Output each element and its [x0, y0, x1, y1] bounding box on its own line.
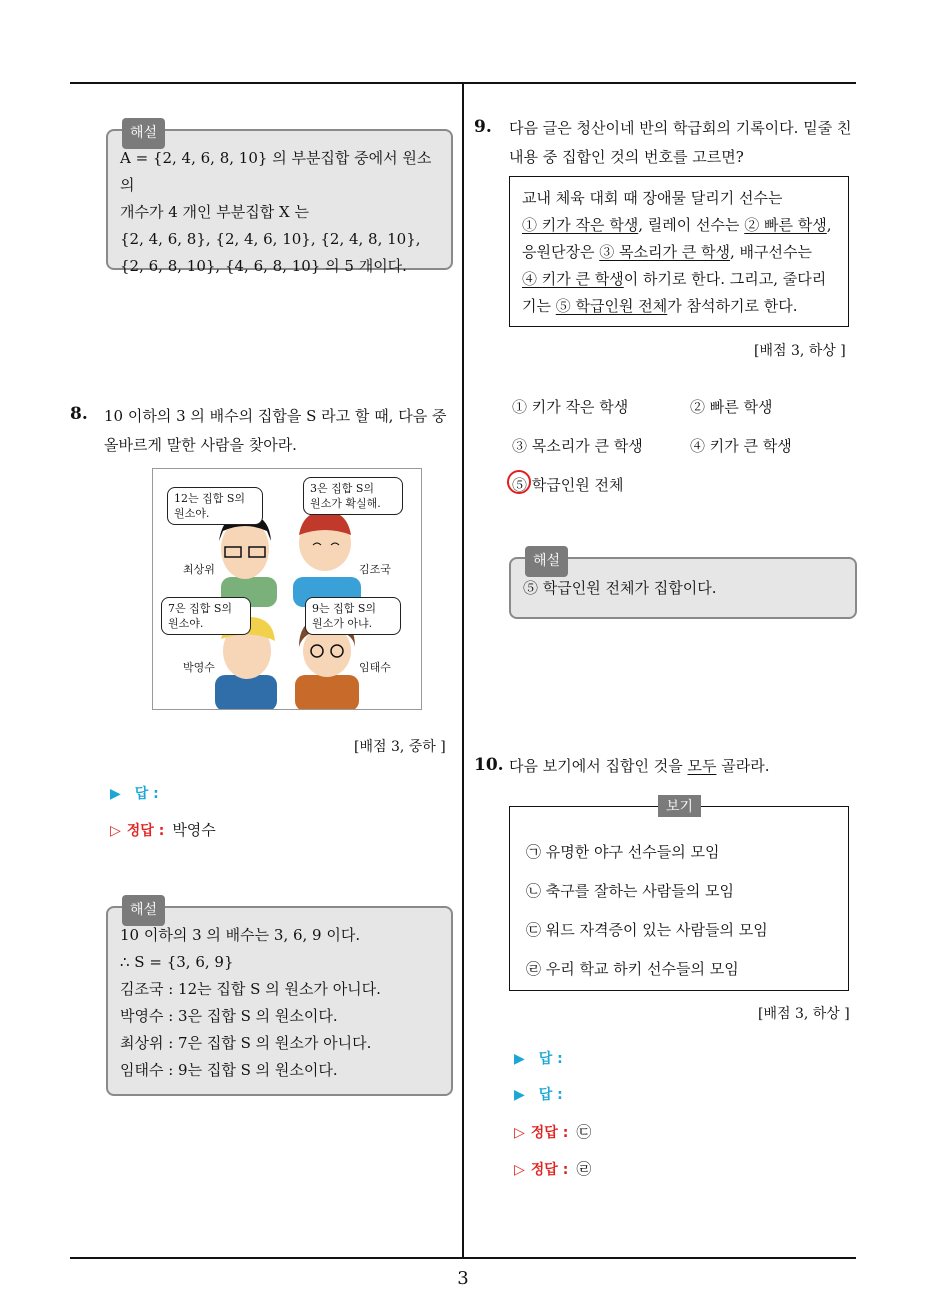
- underlined-word: 모두: [687, 757, 717, 775]
- correct-label: 정답 :: [530, 1125, 569, 1141]
- record-text: , 릴레이 선수는: [638, 216, 745, 234]
- answer-row-q8: [110, 783, 159, 803]
- bubble-line: 7은 집합 S의: [168, 602, 233, 615]
- question-line: 내용 중 집합인 것의 번호를 고르면?: [509, 148, 744, 166]
- meeting-record-box: [509, 176, 849, 327]
- explanation-line: ∴ S = {3, 6, 9}: [120, 953, 234, 971]
- speech-bubble-kimjoguk: [303, 477, 403, 515]
- record-text: 이 하기로 한다. 그리고, 줄다리: [623, 270, 827, 288]
- name-choisangwi: 최상위: [183, 563, 215, 576]
- triangle-filled-icon: ▶: [514, 1087, 525, 1103]
- triangle-filled-icon: ▶: [110, 786, 121, 802]
- explanation-tag: 해설: [122, 895, 165, 926]
- correct-answer-row-q10-2: [514, 1158, 591, 1179]
- record-text: 기는: [522, 297, 556, 315]
- question-text-9: [509, 114, 859, 172]
- score-q10: [배점 3, 하상 ]: [758, 1006, 850, 1022]
- explanation-line: 임태수 : 9는 집합 S 의 원소이다.: [120, 1061, 338, 1079]
- bogi-item: ㉡ 축구를 잘하는 사람들의 모임: [526, 882, 734, 900]
- question-text-8: [104, 402, 458, 460]
- name-parkyoungsu: 박영수: [183, 661, 215, 674]
- underlined-phrase-4: ④ 키가 큰 학생: [522, 270, 624, 288]
- option-5[interactable]: ⑤ 학급인원 전체: [512, 476, 624, 494]
- score-q8: [배점 3, 중하 ]: [354, 739, 446, 755]
- correct-label: 정답 :: [530, 1162, 569, 1178]
- explanation-line: 10 이하의 3 의 배수는 3, 6, 9 이다.: [120, 926, 361, 944]
- correct-answer-row-q8: [110, 819, 216, 840]
- question-number-8: 8.: [70, 404, 88, 424]
- explanation-tag: 해설: [525, 546, 568, 577]
- bubble-line: 9는 집합 S의: [312, 602, 377, 615]
- record-text: , 배구선수는: [729, 243, 812, 261]
- explanation-line: {2, 6, 8, 10}, {4, 6, 8, 10} 의 5 개이다.: [120, 257, 407, 275]
- bottom-rule: [70, 1257, 856, 1259]
- explanation-box-q8: [106, 902, 453, 1096]
- option-4[interactable]: ④ 키가 큰 학생: [690, 437, 792, 455]
- answer-label: 답 :: [134, 786, 159, 802]
- explanation-line: 김조국 : 12는 집합 S 의 원소가 아니다.: [120, 980, 381, 998]
- underlined-phrase-2: ② 빠른 학생: [744, 216, 827, 234]
- record-text: 가 참석하기로 한다.: [667, 297, 798, 315]
- explanation-line: {2, 4, 6, 8}, {2, 4, 6, 10}, {2, 4, 8, 10},: [120, 230, 421, 248]
- answer-label: 답 :: [538, 1087, 563, 1103]
- answer-row-q10-2: [514, 1084, 563, 1104]
- bogi-item: ㉣ 우리 학교 하키 선수들의 모임: [526, 960, 739, 978]
- bogi-item: ㉢ 워드 자격증이 있는 사람들의 모임: [526, 921, 768, 939]
- record-line: [522, 266, 836, 293]
- option-3[interactable]: ③ 목소리가 큰 학생: [512, 437, 643, 455]
- underlined-phrase-1: ① 키가 작은 학생: [522, 216, 639, 234]
- record-line: 교내 체육 대회 때 장애물 달리기 선수는: [522, 189, 783, 207]
- triangle-outline-icon: ▷: [514, 1162, 525, 1178]
- bubble-line: 원소가 아냐.: [312, 617, 373, 630]
- name-kimjoguk: 김조국: [359, 563, 391, 576]
- question-number-10: 10.: [474, 755, 504, 775]
- correct-value: ㉢: [576, 1123, 592, 1141]
- explanation-line: 개수가 4 개인 부분집합 X 는: [120, 203, 309, 221]
- explanation-line: 최상위 : 7은 집합 S 의 원소가 아니다.: [120, 1034, 372, 1052]
- bubble-line: 원소야.: [168, 617, 204, 630]
- question-line: 올바르게 말한 사람을 찾아라.: [104, 436, 297, 454]
- question-number-9: 9.: [474, 117, 492, 137]
- correct-value: ㉣: [576, 1160, 592, 1178]
- page-number: 3: [457, 1268, 469, 1289]
- explanation-box-q9: [509, 553, 857, 619]
- answer-row-q10-1: [514, 1048, 563, 1068]
- speech-bubble-choisangwi: [167, 487, 263, 525]
- underlined-phrase-3: ③ 목소리가 큰 학생: [599, 243, 730, 261]
- bubble-line: 3은 집합 S의: [310, 482, 375, 495]
- correct-answer-row-q10-1: [514, 1121, 591, 1142]
- bubble-line: 원소야.: [174, 507, 210, 520]
- explanation-line: ⑤ 학급인원 전체가 집합이다.: [523, 579, 717, 597]
- speech-bubble-imtaesu: [305, 597, 401, 635]
- triangle-outline-icon: ▷: [514, 1125, 525, 1141]
- record-line: [522, 293, 836, 320]
- bogi-item: ㉠ 유명한 야구 선수들의 모임: [526, 843, 720, 861]
- bubble-line: 원소가 확실해.: [310, 497, 381, 510]
- question-text: 골라라.: [716, 757, 770, 775]
- explanation-line: 박영수 : 3은 집합 S 의 원소이다.: [120, 1007, 338, 1025]
- bubble-line: 12는 집합 S의: [174, 492, 246, 505]
- cartoon-illustration: [152, 468, 422, 710]
- bogi-box: [509, 806, 849, 991]
- record-line: [522, 239, 836, 266]
- explanation-line: A = {2, 4, 6, 8, 10} 의 부분집합 중에서 원소의: [120, 149, 432, 194]
- bogi-tag: 보기: [658, 795, 701, 817]
- question-text: 다음 보기에서 집합인 것을: [509, 757, 688, 775]
- name-imtaesu: 임태수: [359, 661, 391, 674]
- record-text: ,: [826, 216, 832, 234]
- explanation-box-q7: [106, 125, 453, 275]
- question-line: 10 이하의 3 의 배수의 집합을 S 라고 할 때, 다음 중: [104, 407, 447, 425]
- record-line: [522, 212, 836, 239]
- question-line: 다음 글은 청산이네 반의 학급회의 기록이다. 밑줄 친: [509, 119, 852, 137]
- column-divider: [462, 83, 464, 1259]
- speech-bubble-parkyoungsu: [161, 597, 251, 635]
- question-text-10: [509, 752, 859, 781]
- score-q9: [배점 3, 하상 ]: [754, 343, 846, 359]
- triangle-filled-icon: ▶: [514, 1051, 525, 1067]
- underlined-phrase-5: ⑤ 학급인원 전체: [555, 297, 668, 315]
- correct-value: 박영수: [172, 821, 216, 839]
- correct-label: 정답 :: [126, 823, 165, 839]
- answer-label: 답 :: [538, 1051, 563, 1067]
- option-1[interactable]: ① 키가 작은 학생: [512, 398, 629, 416]
- selected-answer-circle-icon: [507, 470, 531, 494]
- explanation-tag: 해설: [122, 118, 165, 149]
- triangle-outline-icon: ▷: [110, 823, 121, 839]
- option-2[interactable]: ② 빠른 학생: [690, 398, 773, 416]
- record-text: 응원단장은: [522, 243, 600, 261]
